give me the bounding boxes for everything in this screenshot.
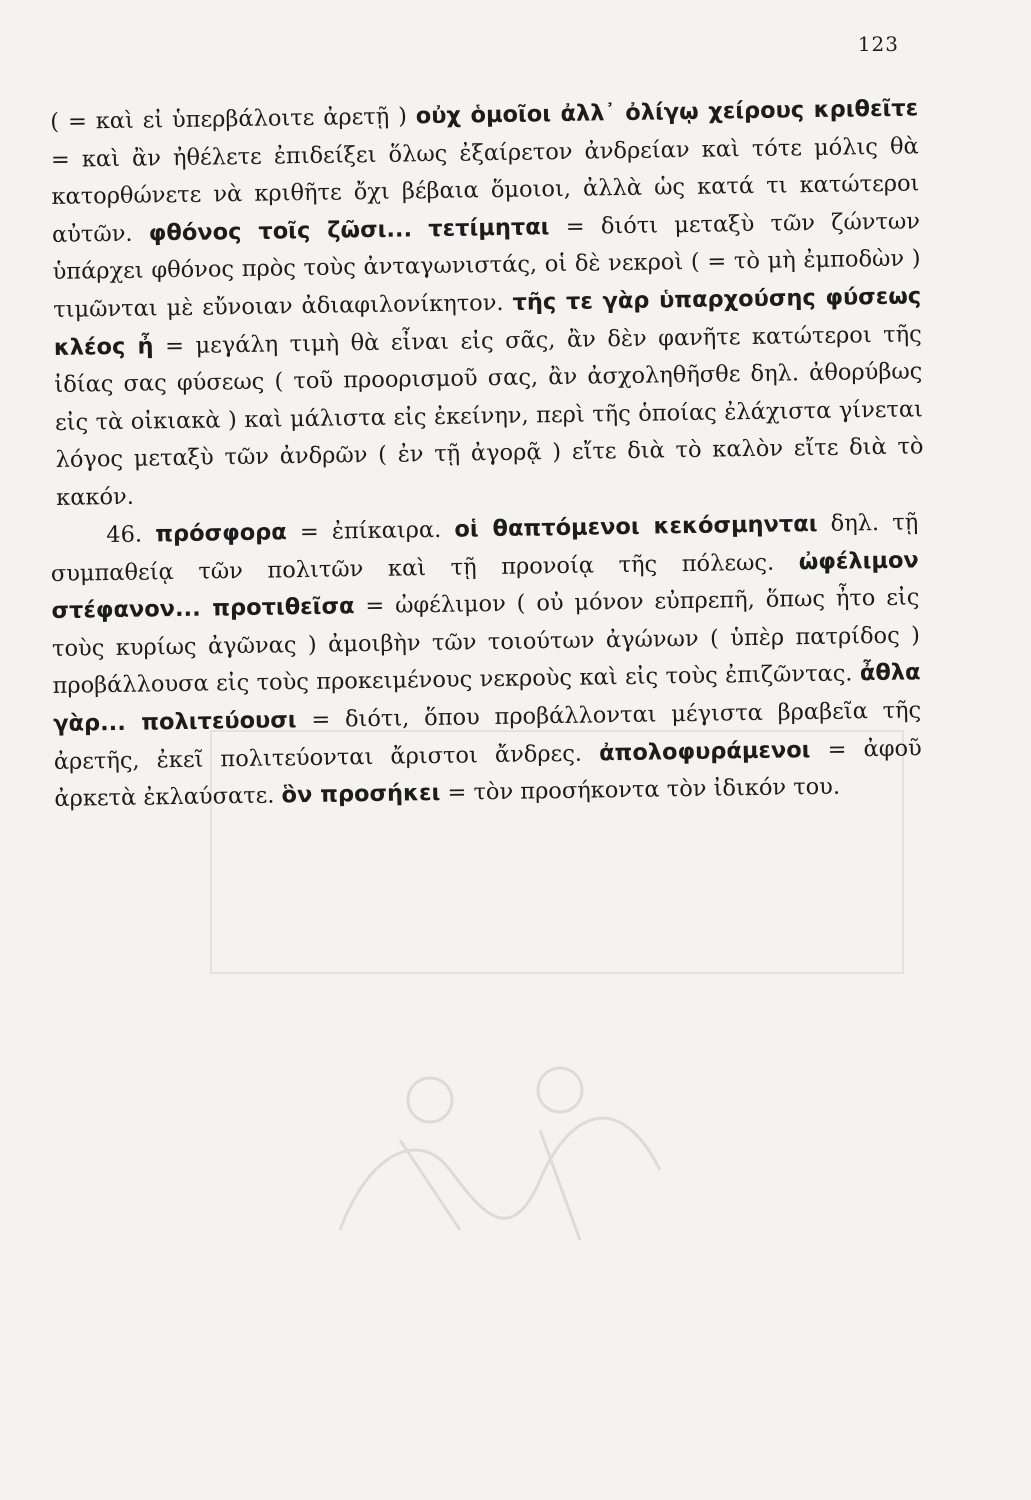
commentary-paragraph-46 [50,504,923,818]
commentary-text: εἴτε διὰ τὸ κακόν. [55,433,924,511]
commentary-text: δηλ. τῇ συμπαθείᾳ τῶν πολιτῶν καὶ τῇ προνοίᾳ τῆς πόλεως. [50,508,919,587]
commentary-text: ὁποίας ἐλάχιστα γίνεται λόγος [55,396,924,474]
bold-lemma: τετίμηται [428,213,550,242]
commentary-paragraph-45 [50,90,924,517]
bold-lemma: οὐχ ὁμοῖοι ἀλλ᾽ ὀλίγῳ χείρους κριθεῖτε [415,95,919,130]
commentary-text: = καὶ ἂν ἠθέλετε ἐπιδείξει ὅλως ἐξαίρετον ἀνδρείαν καὶ τότε μόλις θὰ κατορθώνετε νὰ κριθῆτε ὄχι βέβαια ὅμοιοι, ἀλλὰ ὡς κατά τι κατώτεροι αὐτῶν. [50,132,920,248]
bold-lemma: ἀπολοφυράμενοι [598,736,811,766]
commentary-text: = μεγάλη τιμὴ θὰ εἶναι εἰς σᾶς, ἂν δὲν φανῆτε κατώτεροι τῆς ἰδίας σας φύσεως ( τοῦ προορισμοῦ σας, ἂν ἀσχοληθῆσθε δηλ. ἀθορύβως εἰς τὰ οἰκιακὰ ) καὶ μάλιστα εἰς ἐκείνην, περὶ τῆς [54,320,923,436]
commentary-text: = διότι μεταξὺ τῶν ζώντων ὑπάρχει φθόνος πρὸς τοὺς ἀνταγωνιστάς, οἱ δὲ νεκροὶ ( = τὸ μὴ ἐμποδὼν ) τιμῶνται μὲ εὔνοιαν ἀδιαφιλονίκητον. [52,208,921,323]
commentary-text: = ἀφοῦ ἀρκετὰ ἐκλαύσατε. [54,734,922,812]
commentary-text: μεταξὺ τῶν ἀνδρῶν ( ἐν τῇ ἀγορᾷ ) [122,439,573,473]
bold-lemma: ὃν προσήκει [281,779,441,809]
commentary-text: ( = καὶ εἰ ὑπερβάλοιτε ἀρετῇ ) [50,103,416,135]
commentary-text: = διότι, ὅπου προβάλλονται μέγιστα βραβεῖα τῆς ἀρετῆς, ἐκεῖ πολιτεύονται ἄριστοι ἄνδρες. [53,696,922,775]
commentary-text [412,216,429,242]
commentary-text: = ἐπίκαιρα. [286,516,455,545]
bold-lemma: τῆς τε γὰρ ὑπαρχούσης φύσεως κλέος ἦ [53,283,922,361]
page-number: 123 [857,32,899,56]
bold-lemma: ὠφέλιμον στέφανον... προτιθεῖσα [51,546,919,624]
commentary-text: εἴτε διὰ τὸ καλὸν [571,435,784,466]
bleed-through-figure-drawing [280,1030,700,1280]
commentary-text: = τὸν προσήκοντα τὸν ἰδικόν του. [440,773,841,806]
commentary-text: = ὠφέλιμον ( οὐ μόνον εὐπρεπῆ, ὅπως ἦτο εἰς τοὺς κυρίως ἀγῶνας ) ἀμοιβὴν τῶν τοιούτων ἀγώνων ( ὑπὲρ πατρίδος ) προβάλλουσα εἰς τοὺς προκειμένους νεκροὺς καὶ εἰς τοὺς ἐπιζῶντας. [51,584,921,699]
commentary-text: 46. [106,520,156,548]
bold-lemma: φθόνος τοῖς ζῶσι... [148,216,413,247]
main-text-block [50,95,924,818]
bold-lemma: ἆθλα γὰρ... πολιτεύουσι [53,659,921,737]
bold-lemma: οἱ θαπτόμενοι κεκόσμηνται [454,510,818,543]
bold-lemma: πρόσφορα [155,518,287,547]
